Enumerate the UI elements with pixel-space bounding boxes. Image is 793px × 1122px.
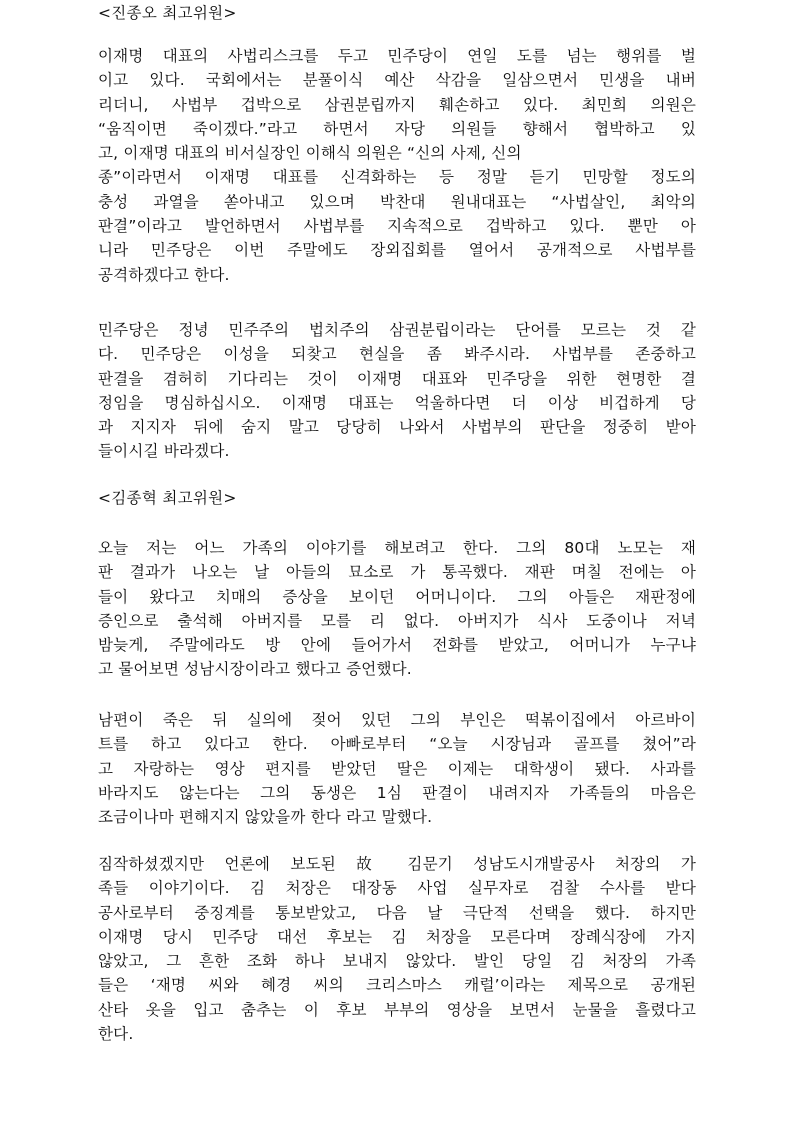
text-line: “움직이면 죽이겠다.”라고 하면서 자당 의원들 향해서 협박하고 있 bbox=[98, 119, 696, 138]
text-line: 고 자랑하는 영상 편지를 받았던 딸은 이제는 대학생이 됐다. 사과를 bbox=[98, 759, 696, 778]
text-line: 리더니, 사법부 겁박으로 삼권분립까지 훼손하고 있다. 최민희 의원은 bbox=[98, 95, 696, 114]
text-line: 고 물어보면 성남시장이라고 했다고 증언했다. bbox=[98, 660, 412, 679]
text-line: 이재명 대표의 사법리스크를 두고 민주당이 연일 도를 넘는 행위를 벌 bbox=[98, 47, 696, 65]
text-line: 판결을 겸허히 기다리는 것이 이재명 대표와 민주당을 위한 현명한 결 bbox=[98, 369, 696, 388]
text-line: 조금이나마 편해지지 않았을까 한다 라고 말했다. bbox=[98, 808, 433, 827]
text-line: 트를 하고 있다고 한다. 아빠로부터 “오늘 시장님과 골프를 쳤어”라 bbox=[98, 735, 696, 754]
paragraph-jin-2 bbox=[98, 318, 696, 464]
text-line: 공사로부터 중징계를 통보받았고, 다음 날 극단적 선택을 했다. 하지만 bbox=[98, 903, 696, 922]
paragraph-kim-3 bbox=[98, 852, 696, 1046]
text-line: 오늘 저는 어느 가족의 이야기를 해보려고 한다. 그의 80대 노모는 재 bbox=[98, 539, 696, 557]
text-line: 남편이 죽은 뒤 실의에 젖어 있던 그의 부인은 떡볶이집에서 아르바이 bbox=[98, 711, 696, 729]
text-line: 산타 옷을 입고 춤추는 이 후보 부부의 영상을 보면서 눈물을 흘렸다고 bbox=[98, 1000, 696, 1019]
paragraph-jin-1 bbox=[98, 44, 696, 287]
text-line: 들이 왔다고 치매의 증상을 보이던 어머니이다. 그의 아들은 재판정에 bbox=[98, 587, 696, 606]
text-line: 이재명 당시 민주당 대선 후보는 김 처장을 모른다며 장례식장에 가지 bbox=[98, 927, 696, 946]
text-line: 고, 이재명 대표의 비서실장인 이해식 의원은 “신의 사제, 신의 bbox=[98, 144, 522, 163]
text-line: 공격하겠다고 한다. bbox=[98, 265, 230, 284]
text-line: 판결”이라고 발언하면서 사법부를 지속적으로 겁박하고 있다. 뿐만 아 bbox=[98, 217, 696, 236]
text-line: 충성 과열을 쏟아내고 있으며 박찬대 원내대표는 “사법살인, 최악의 bbox=[98, 192, 696, 211]
section-heading-jin: <진종오 최고위원> bbox=[98, 4, 237, 22]
text-line: 한다. bbox=[98, 1025, 134, 1044]
text-line: 바라지도 않는다는 그의 동생은 1심 판결이 내려지자 가족들의 마음은 bbox=[98, 783, 696, 802]
text-line: 니라 민주당은 이번 주말에도 장외집회를 열어서 공개적으로 사법부를 bbox=[98, 241, 696, 260]
text-line: 종”이라면서 이재명 대표를 신격화하는 등 정말 듣기 민망할 정도의 bbox=[98, 168, 696, 187]
text-line: 이고 있다. 국회에서는 분풀이식 예산 삭감을 일삼으면서 민생을 내버 bbox=[98, 71, 696, 90]
text-line: 들이시길 바라겠다. bbox=[98, 442, 230, 461]
text-line: 밤늦게, 주말에라도 방 안에 들어가서 전화를 받았고, 어머니가 누구냐 bbox=[98, 636, 696, 655]
section-heading-kim: <김종혁 최고위원> bbox=[98, 489, 237, 507]
text-line: 민주당은 정녕 민주주의 법치주의 삼권분립이라는 단어를 모르는 것 같 bbox=[98, 321, 696, 339]
paragraph-kim-1 bbox=[98, 536, 696, 682]
text-line: 정임을 명심하십시오. 이재명 대표는 억울하다면 더 이상 비겁하게 당 bbox=[98, 393, 696, 412]
text-line: 않았고, 그 흔한 조화 하나 보내지 않았다. 발인 당일 김 처장의 가족 bbox=[98, 952, 696, 971]
text-line: 족들 이야기이다. 김 처장은 대장동 사업 실무자로 검찰 수사를 받다 bbox=[98, 879, 696, 898]
text-line: 들은 ‘재명 씨와 혜경 씨의 크리스마스 캐럴’이라는 제목으로 공개된 bbox=[98, 976, 696, 995]
text-line: 짐작하셨겠지만 언론에 보도된 故 김문기 성남도시개발공사 처장의 가 bbox=[98, 855, 696, 873]
text-line: 과 지지자 뒤에 숨지 말고 당당히 나와서 사법부의 판단을 정중히 받아 bbox=[98, 418, 696, 437]
text-line: 판 결과가 나오는 날 아들의 묘소로 가 통곡했다. 재판 며칠 전에는 아 bbox=[98, 563, 696, 582]
text-line: 다. 민주당은 이성을 되찾고 현실을 좀 봐주시라. 사법부를 존중하고 bbox=[98, 345, 696, 364]
paragraph-kim-2 bbox=[98, 708, 696, 829]
text-line: 증인으로 출석해 아버지를 모를 리 없다. 아버지가 식사 도중이나 저녁 bbox=[98, 611, 696, 630]
